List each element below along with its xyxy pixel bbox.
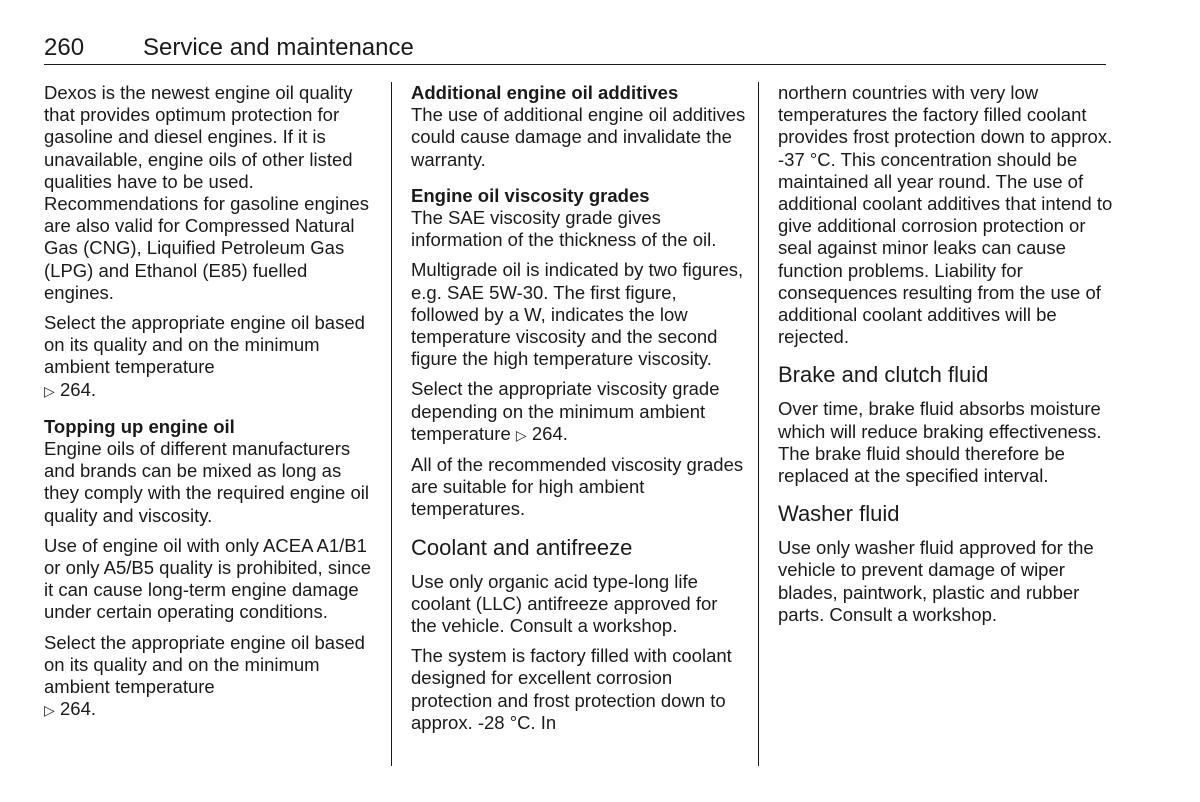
- column-1: [44, 82, 380, 729]
- paragraph: Engine oils of different manufacturers and brands can be mixed as long as they comply with the required engine oil quality and viscosity.: [44, 438, 369, 526]
- column-divider: [758, 82, 759, 766]
- subheading-viscosity: Engine oil viscosity grades: [411, 184, 650, 206]
- arrow-ref-icon: ▷: [44, 382, 55, 399]
- heading-washer-fluid: Washer fluid: [778, 501, 900, 527]
- paragraph: Use only organic acid type-long life coolant (LLC) antifreeze approved for the vehicle. Consult a workshop.: [411, 570, 718, 637]
- section-title: Service and maintenance: [143, 34, 414, 61]
- column-3: [778, 82, 1114, 634]
- subheading-additives: Additional engine oil additives: [411, 82, 679, 103]
- column-2: [411, 82, 747, 742]
- paragraph: Select the appropriate engine oil based on its quality and on the minimum ambient temperature ▷ 264.: [44, 312, 380, 402]
- paragraph: Over time, brake fluid absorbs moisture which will reduce braking effectiveness. The brake fluid should therefore be replaced at the specified interval.: [778, 398, 1102, 487]
- paragraph: Select the appropriate engine oil based on its quality and on the minimum ambient temperature ▷ 264.: [44, 632, 380, 722]
- paragraph: Use of engine oil with only ACEA A1/B1 or only A5/B5 quality is prohibited, since it can cause long-term engine damage under certain operating conditions.: [44, 534, 372, 623]
- paragraph: northern countries with very low temperatures the factory filled coolant provides frost protection down to approx. -37 °C. This concentration should be maintained all year round. The use of additional coolant additives that intend to give additional corrosion protection or seal against minor leaks can cause function problems. Liability for consequences resulting from the use of additional coolant additives will be rejected.: [778, 82, 1113, 348]
- heading-brake-fluid: Brake and clutch fluid: [778, 362, 989, 388]
- page-reference[interactable]: 264.: [60, 698, 97, 720]
- paragraph: The system is factory filled with coolant designed for excellent corrosion protection and frost protection down to approx. -28 °C. In: [411, 645, 732, 733]
- heading-coolant: Coolant and antifreeze: [411, 534, 633, 560]
- paragraph: Multigrade oil is indicated by two figures, e.g. SAE 5W-30. The first figure, followed by a W, indicates the low temperature viscosity and the second figure the high temperature viscosity.: [411, 259, 744, 370]
- arrow-ref-icon: ▷: [515, 426, 527, 443]
- paragraph: Use only washer fluid approved for the vehicle to prevent damage of wiper blades, paintwork, plastic and rubber parts. Consult a workshop.: [778, 537, 1094, 625]
- column-divider: [391, 82, 392, 766]
- paragraph: Dexos is the newest engine oil quality that provides optimum protection for gasoline and diesel engines. If it is unavailable, engine oils of other listed qualities have to be used. Recommendations for gasoline engines are also valid for Compressed Natural Gas (CNG), Liquified Petroleum Gas (LPG) and Ethanol (E85) fuelled engines.: [44, 82, 369, 303]
- page-header: [44, 34, 1106, 65]
- paragraph: The use of additional engine oil additives could cause damage and invalidate the warranty.: [411, 104, 746, 170]
- page-reference[interactable]: 264.: [531, 422, 568, 444]
- arrow-ref-icon: ▷: [44, 702, 55, 719]
- paragraph: All of the recommended viscosity grades are suitable for high ambient temperatures.: [411, 454, 744, 520]
- page-reference[interactable]: 264.: [60, 378, 97, 400]
- paragraph: Select the appropriate viscosity grade depending on the minimum ambient temperature ▷ 264.: [411, 378, 747, 446]
- subheading-topping-up: Topping up engine oil: [44, 415, 235, 437]
- paragraph: The SAE viscosity grade gives information of the thickness of the oil.: [411, 207, 717, 251]
- page-number: 260: [44, 34, 85, 61]
